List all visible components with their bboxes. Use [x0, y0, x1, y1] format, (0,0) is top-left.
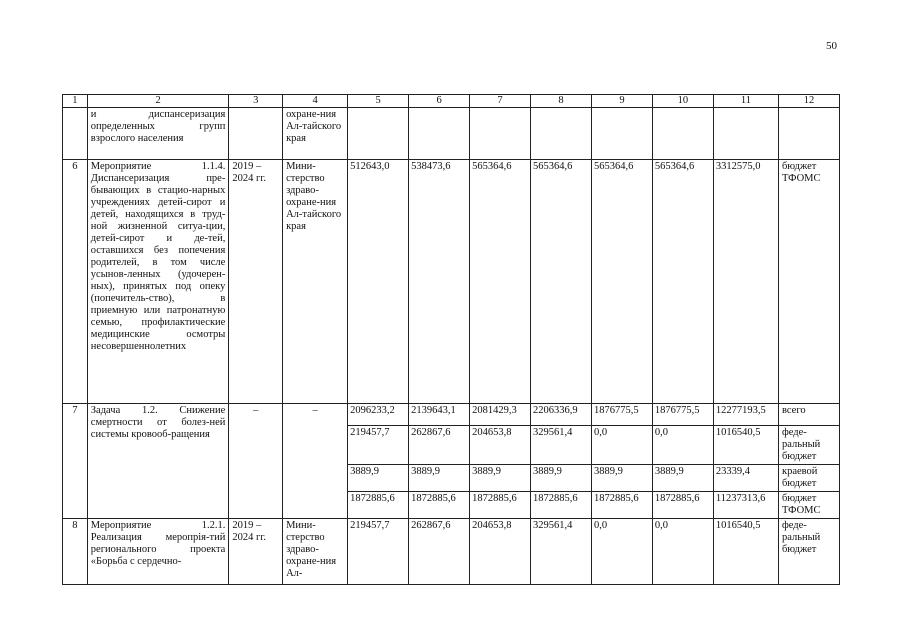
header-cell: 12 [778, 95, 839, 108]
header-cell: 7 [470, 95, 531, 108]
header-cell: 5 [348, 95, 409, 108]
row-number-cell: 7 [63, 404, 88, 519]
description-cell: Задача 1.2. Снижение смертности от болез-ней системы кровооб-ращения [87, 404, 229, 519]
value-cell: 565364,6 [531, 160, 592, 404]
value-cell: 0,0 [591, 519, 652, 585]
value-cell: 565364,6 [652, 160, 713, 404]
header-row [63, 95, 840, 108]
source-cell: феде-ральный бюджет [778, 426, 839, 465]
period-cell: 2019 – 2024 гг. [229, 519, 283, 585]
row-number-cell [63, 108, 88, 160]
value-cell: 1872885,6 [591, 492, 652, 519]
value-cell: 12277193,5 [713, 404, 778, 426]
header-cell: 11 [713, 95, 778, 108]
period-cell [229, 108, 283, 160]
value-cell: 23339,4 [713, 465, 778, 492]
value-cell: 11237313,6 [713, 492, 778, 519]
value-cell: 3312575,0 [713, 160, 778, 404]
value-cell: 219457,7 [348, 426, 409, 465]
value-cell: 538473,6 [409, 160, 470, 404]
period-cell: – [229, 404, 283, 519]
table-row-6 [63, 160, 840, 404]
table-row-7 [63, 404, 840, 426]
table-row-continuation [63, 108, 840, 160]
value-cell: 2081429,3 [470, 404, 531, 426]
value-cell: 1872885,6 [470, 492, 531, 519]
value-cell: 2096233,2 [348, 404, 409, 426]
value-cell: 1872885,6 [348, 492, 409, 519]
value-cell: 262867,6 [409, 426, 470, 465]
value-cell: 3889,9 [348, 465, 409, 492]
row-number-cell: 8 [63, 519, 88, 585]
description-cell: Мероприятие 1.2.1. Реализация меропрія-тий регионального проекта «Борьба с сердечно- [87, 519, 229, 585]
header-cell: 9 [591, 95, 652, 108]
value-cell: 3889,9 [470, 465, 531, 492]
value-cell: 3889,9 [531, 465, 592, 492]
value-cell: 204653,8 [470, 519, 531, 585]
value-cell: 0,0 [591, 426, 652, 465]
value-cell: 2206336,9 [531, 404, 592, 426]
header-cell: 4 [283, 95, 348, 108]
source-cell: бюджет ТФОМС [778, 160, 839, 404]
table-row-8 [63, 519, 840, 585]
header-cell: 8 [531, 95, 592, 108]
value-cell: 3889,9 [652, 465, 713, 492]
period-cell: 2019 – 2024 гг. [229, 160, 283, 404]
value-cell: 329561,4 [531, 519, 592, 585]
value-cell: 1872885,6 [531, 492, 592, 519]
executor-cell: Мини-стерство здраво-охране-ния Ал- [283, 519, 348, 585]
value-cell: 262867,6 [409, 519, 470, 585]
header-cell: 3 [229, 95, 283, 108]
value-cell: 565364,6 [470, 160, 531, 404]
source-cell: краевой бюджет [778, 465, 839, 492]
header-cell: 6 [409, 95, 470, 108]
value-cell: 512643,0 [348, 160, 409, 404]
source-cell: бюджет ТФОМС [778, 492, 839, 519]
header-cell: 10 [652, 95, 713, 108]
value-cell: 1016540,5 [713, 426, 778, 465]
value-cell: 3889,9 [591, 465, 652, 492]
value-cell: 329561,4 [531, 426, 592, 465]
executor-cell: Мини-стерство здраво-охране-ния Ал-тайского края [283, 160, 348, 404]
executor-cell: охране-ния Ал-тайского края [283, 108, 348, 160]
value-cell: 3889,9 [409, 465, 470, 492]
executor-cell: – [283, 404, 348, 519]
value-cell: 2139643,1 [409, 404, 470, 426]
value-cell: 1872885,6 [652, 492, 713, 519]
value-cell: 1872885,6 [409, 492, 470, 519]
value-cell: 0,0 [652, 426, 713, 465]
value-cell: 204653,8 [470, 426, 531, 465]
value-cell: 219457,7 [348, 519, 409, 585]
value-cell: 1016540,5 [713, 519, 778, 585]
row-number-cell: 6 [63, 160, 88, 404]
source-cell: всего [778, 404, 839, 426]
value-cell: 1876775,5 [652, 404, 713, 426]
page-number: 50 [826, 40, 837, 52]
value-cell: 565364,6 [591, 160, 652, 404]
header-cell: 2 [87, 95, 229, 108]
value-cell: 0,0 [652, 519, 713, 585]
value-cell: 1876775,5 [591, 404, 652, 426]
description-cell: Мероприятие 1.1.4. Диспансеризация пре-бывающих в стацио-нарных учреждениях детей-сирот и детей, находящихся в труд-ной жизненной ситуа-ции, детей-сирот и де-тей, оставшихся без попечения родителей, в том числе усынов-ленных (удочерен-ных), принятых под опеку (попечитель-ство), в приемную или патронатную семью, профилактические медицинские осмотры несовершеннолетних [87, 160, 229, 404]
budget-table [62, 94, 840, 585]
description-cell: и диспансеризация определенных групп взрослого населения [87, 108, 229, 160]
header-cell: 1 [63, 95, 88, 108]
source-cell: феде-ральный бюджет [778, 519, 839, 585]
